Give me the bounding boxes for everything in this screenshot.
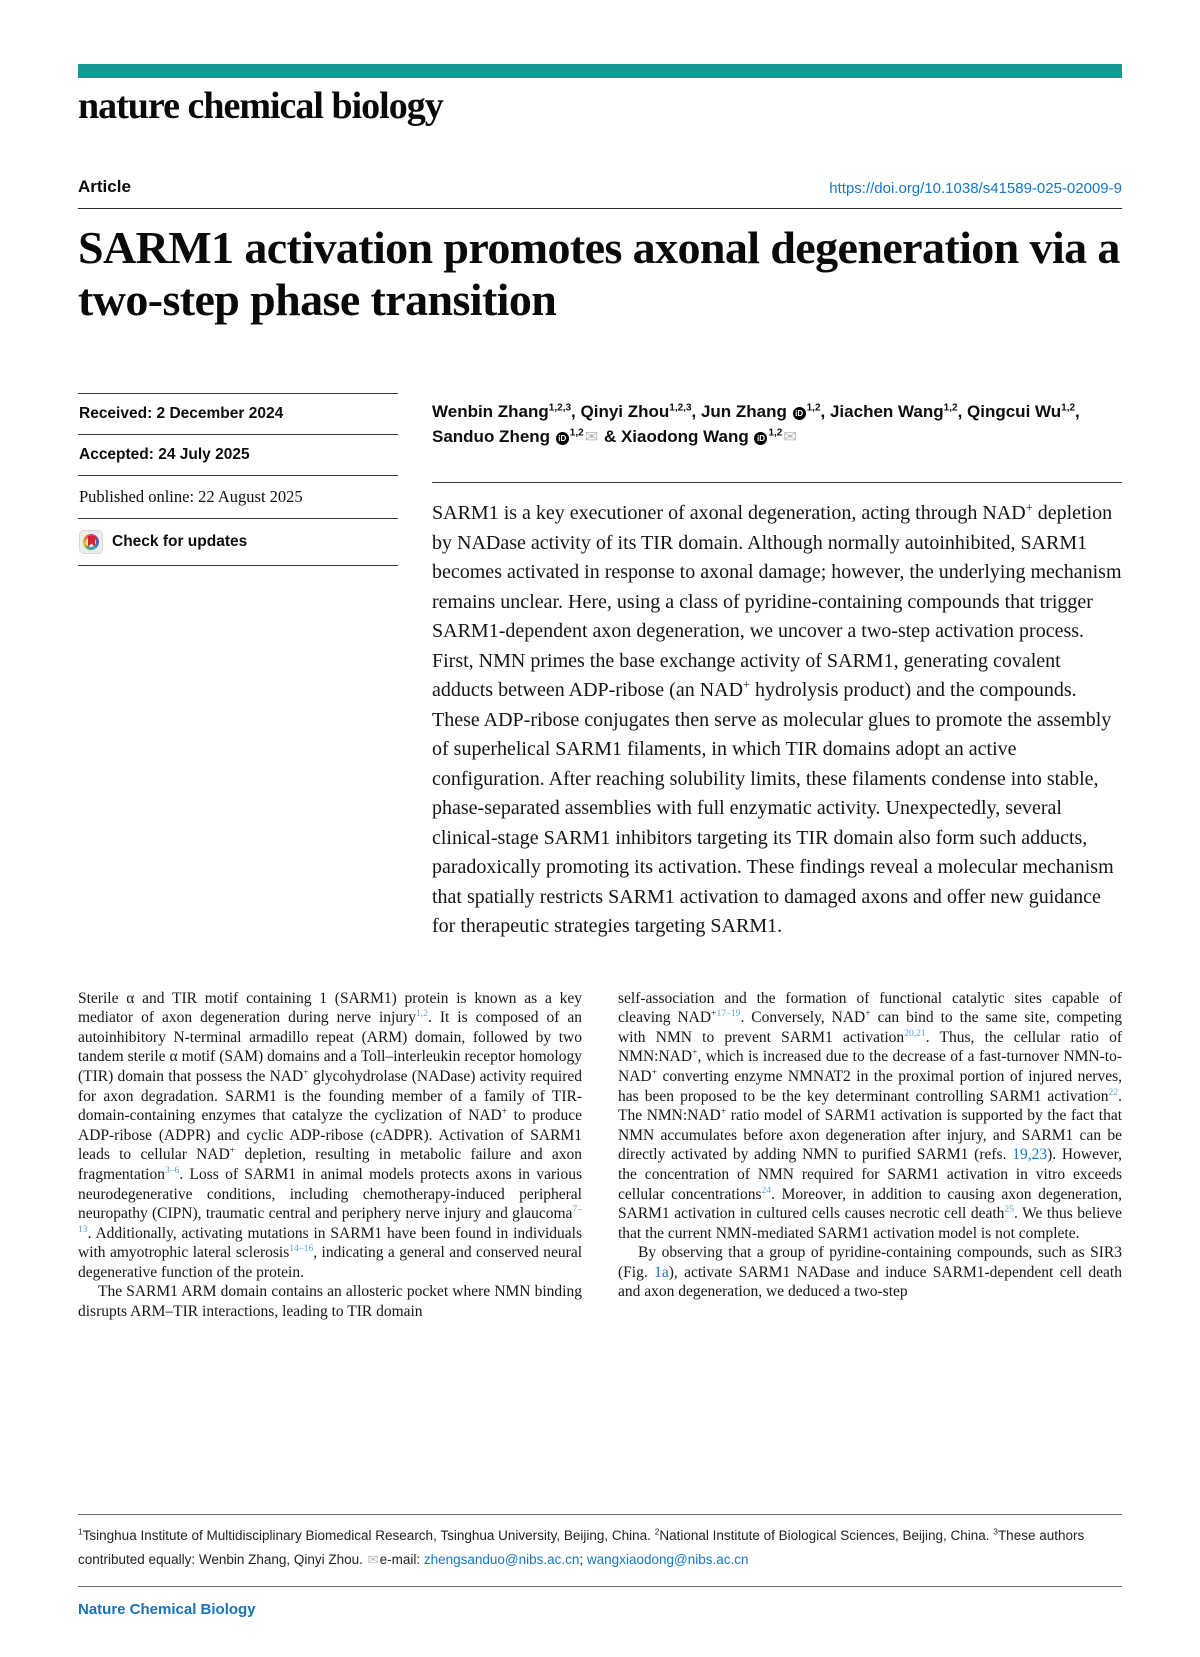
body-paragraph: Sterile α and TIR motif containing 1 (SARM1) protein is known as a key mediator of axon degeneration during nerve injury$^{1,2}$. It is composed of an autoinhibitory N-terminal armadillo repeat (ARM) domain, followed by two tandem sterile α motif (SAM) domains and a Toll–interleukin receptor homology (TIR) domain that possess the NAD+ glycohydrolase (NADase) activity required for axon degradation. SARM1 is the founding member of a family of TIR-domain-containing enzymes that catalyze the cyclization of NAD+ to produce ADP-ribose (ADPR) and cyclic ADP-ribose (cADPR). Activation of SARM1 leads to cellular NAD+ depletion, resulting in metabolic failure and axon fragmentation$^{3-6}$. Loss of SARM1 in animal models protects axons in various neurodegenerative conditions, including chemotherapy-induced peripheral neuropathy (CIPN), traumatic central and periphery nerve injury and glaucoma$^{7-13}$. Additionally, activating mutations in SARM1 have been found in individuals with amyotrophic lateral sclerosis$^{14-16}$, indicating a general and conserved neural degenerative function of the protein.: [78, 989, 582, 1281]
citation-link[interactable]: 7–13: [78, 1203, 582, 1235]
check-for-updates-badge[interactable]: [78, 518, 398, 566]
superscript: +: [711, 1008, 717, 1020]
orcid-icon[interactable]: iD: [556, 432, 569, 445]
mail-icon[interactable]: ✉: [584, 426, 599, 446]
inline-link[interactable]: wangxiaodong@nibs.ac.cn: [586, 1552, 749, 1567]
body-column-right: [618, 989, 1122, 1322]
meta-authors-grid: [78, 393, 1122, 942]
body-columns: [78, 989, 1122, 1322]
superscript: 1,2: [943, 402, 958, 414]
citation-link[interactable]: 14–16: [289, 1243, 314, 1255]
superscript: 1,2,3: [669, 402, 692, 414]
superscript: +: [651, 1066, 658, 1078]
body-paragraph: By observing that a group of pyridine-containing compounds, such as SIR3 (Fig. 1a), activate SARM1 NADase and induce SARM1-dependent cell death and axon degeneration, we deduced a two-step: [618, 1244, 1122, 1301]
article-history: [78, 393, 398, 942]
superscript: +: [692, 1047, 698, 1059]
inline-link[interactable]: zhengsanduo@nibs.ac.cn: [423, 1552, 580, 1567]
superscript: +: [229, 1145, 236, 1157]
superscript: +: [1025, 500, 1033, 515]
citation-link[interactable]: 25: [1004, 1203, 1015, 1215]
superscript: +: [303, 1066, 309, 1078]
citation-link[interactable]: 20,21: [904, 1027, 926, 1039]
citation-link[interactable]: 22: [1108, 1086, 1119, 1098]
abstract: SARM1 is a key executioner of axonal degeneration, acting through NAD+ depletion by NADase activity of its TIR domain. Although normally autoinhibited, SARM1 becomes activated in response to axonal damage; however, the underlying mechanism remains unclear. Here, using a class of pyridine-containing compounds that trigger SARM1-dependent axon degeneration, we uncover a two-step activation process. First, NMN primes the base exchange activity of SARM1, generating covalent adducts between ADP-ribose (an NAD+ hydrolysis product) and the compounds. These ADP-ribose conjugates then serve as molecular glues to promote the assembly of superhelical SARM1 filaments, in which TIR domains adopt an active configuration. After reaching solubility limits, these filaments condense into stable, phase-separated assemblies with full enzymatic activity. Unexpectedly, several clinical-stage SARM1 inhibitors targeting its TIR domain also form such adducts, paradoxically promoting its activation. These findings reveal a molecular mechanism that spatially restricts SARM1 activation to damaged axons and offer new guidance for therapeutic strategies targeting SARM1.: [432, 482, 1122, 942]
superscript: +: [865, 1008, 871, 1020]
article-header-row: [78, 177, 1122, 209]
superscript: +: [501, 1105, 508, 1117]
superscript: 1,2: [806, 402, 821, 414]
check-for-updates-label: Check for updates: [112, 532, 248, 550]
citation-link[interactable]: 1,2: [416, 1008, 428, 1020]
article-page: [0, 64, 1200, 1618]
page-footer: [78, 1514, 1122, 1618]
journal-logo: nature chemical biology: [78, 85, 443, 127]
published-date: Published online: 22 August 2025: [78, 475, 398, 518]
superscript: 1: [78, 1526, 83, 1537]
superscript: 2: [654, 1526, 660, 1537]
superscript: 3: [993, 1526, 998, 1537]
superscript: 1,2: [1061, 402, 1076, 414]
authors-line: Wenbin Zhang$^{1,2,3}$, Qinyi Zhou$^{1,2,3}$, Jun Zhang iD$^{1,2}$, Jiachen Wang$^{1,2}$, Qingcui Wu$^{1,2}$, Sanduo Zheng iD$^{1,2}$✉ & Xiaodong Wang iD$^{1,2}$✉: [432, 401, 1080, 446]
body-paragraph: The SARM1 ARM domain contains an allosteric pocket where NMN binding disrupts ARM–TIR interactions, leading to TIR domain: [78, 1283, 582, 1321]
mail-icon[interactable]: ✉: [783, 426, 797, 446]
inline-link[interactable]: 1a: [654, 1263, 669, 1281]
citation-link[interactable]: 17–19: [716, 1008, 741, 1020]
superscript: +: [743, 677, 751, 692]
superscript: 1,2,3: [548, 402, 572, 414]
authors-abstract-column: [432, 393, 1122, 942]
body-column-left: [78, 989, 582, 1322]
superscript: +: [720, 1105, 727, 1117]
doi-link[interactable]: https://doi.org/10.1038/s41589-025-02009-9: [829, 179, 1122, 197]
superscript: 1,2: [768, 427, 783, 439]
mail-icon[interactable]: ✉: [367, 1553, 379, 1568]
journal-name-footer: Nature Chemical Biology: [78, 1601, 256, 1618]
accepted-date: Accepted: 24 July 2025: [78, 434, 398, 475]
brand-color-bar: [78, 64, 1122, 78]
orcid-icon[interactable]: iD: [754, 432, 767, 445]
affiliations-footnotes: $^1$Tsinghua Institute of Multidisciplinary Biomedical Research, Tsinghua University, Beijing, China. $^2$National Institute of Biological Sciences, Beijing, China. $^3$These authors contributed equally: Wenbin Zhang, Qinyi Zhou. ✉e-mail: zhengsanduo@nibs.ac.cn; wangxiaodong@nibs.ac.cn: [78, 1526, 1085, 1568]
article-title: SARM1 activation promotes axonal degeneration via a two-step phase transition: [78, 221, 1120, 326]
citation-link[interactable]: 24: [761, 1184, 772, 1196]
body-paragraph: self-association and the formation of functional catalytic sites capable of cleaving NAD$^{+17-19}$. Conversely, NAD+ can bind to the same site, competing with NMN to prevent SARM1 activation$^{20,21}$. Thus, the cellular ratio of NMN:NAD+, which is increased due to the decrease of a fast-turnover NMN-to-NAD+ converting enzyme NMNAT2 in the proximal portion of injured nerves, has been proposed to be the key determinant controlling SARM1 activation$^{22}$. The NMN:NAD+ ratio model of SARM1 activation is supported by the fact that NMN accumulates before axon degeneration after injury, and SARM1 can be directly activated by adding NMN to purified SARM1 (refs. 19,23). However, the concentration of NMN required for SARM1 activation in vitro exceeds cellular concentrations$^{24}$. Moreover, in addition to causing axon degeneration, SARM1 activation in cultured cells causes necrotic cell death$^{25}$. We thus believe that the current NMN-mediated SARM1 activation model is not complete.: [618, 989, 1123, 1242]
superscript: 1,2: [569, 427, 584, 439]
inline-link[interactable]: 19,23: [1012, 1146, 1048, 1164]
crossmark-icon: [79, 530, 103, 554]
citation-link[interactable]: 3–6: [164, 1164, 180, 1176]
article-type-label: Article: [78, 176, 131, 196]
received-date: Received: 2 December 2024: [78, 393, 398, 434]
orcid-icon[interactable]: iD: [793, 407, 806, 420]
